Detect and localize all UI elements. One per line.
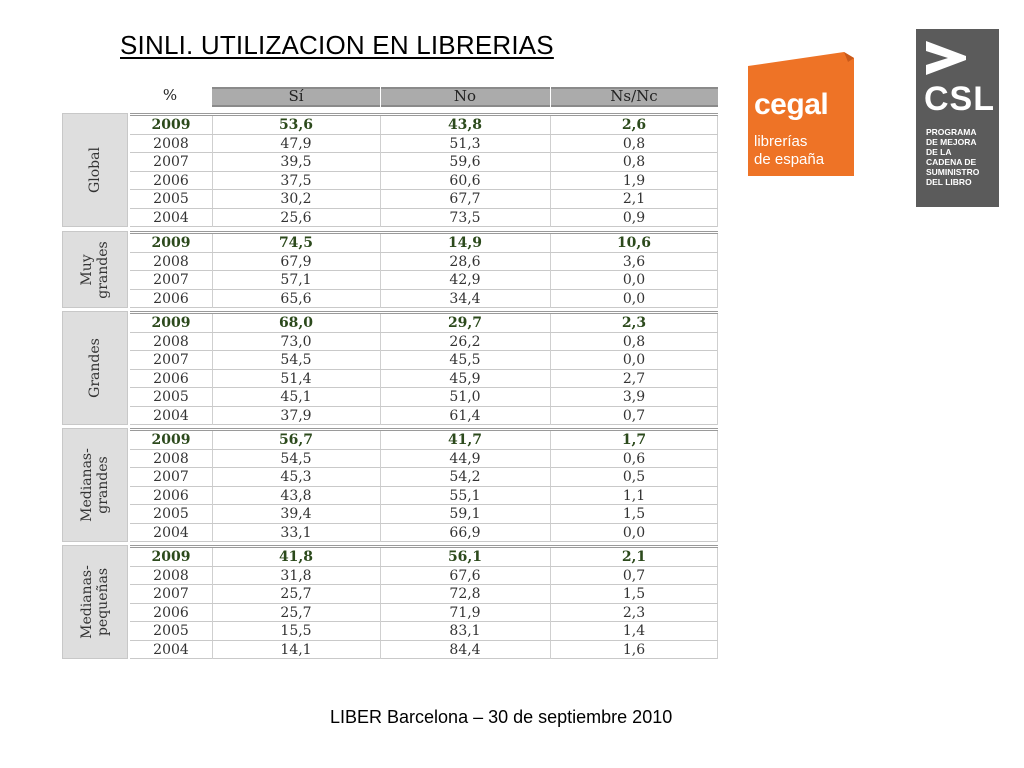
si-cell: 43,8	[280, 487, 312, 504]
nsnc-cell: 0,0	[622, 524, 646, 541]
no-cell: 60,6	[449, 172, 481, 189]
no-cell: 72,8	[449, 586, 481, 602]
cell-divider	[550, 290, 551, 308]
no-cell: 59,1	[449, 506, 481, 522]
group-label: Medianas- grandes	[79, 448, 111, 522]
cell-divider	[380, 604, 381, 622]
cell-divider	[717, 468, 718, 486]
year-cell: 2004	[153, 209, 189, 226]
table-group	[62, 113, 718, 227]
group-rows	[130, 231, 718, 308]
table-row	[130, 487, 718, 506]
cell-divider	[717, 351, 718, 369]
cell-divider	[550, 333, 551, 351]
year-cell: 2004	[153, 641, 189, 658]
cegal-logo-word: cegal	[754, 88, 829, 121]
no-cell: 51,3	[449, 135, 481, 152]
no-cell: 71,9	[449, 604, 481, 621]
si-cell: 37,5	[280, 172, 312, 189]
year-cell: 2005	[153, 191, 189, 207]
group-rows	[130, 311, 718, 425]
group-label-cell	[62, 545, 128, 659]
table-row	[130, 622, 718, 641]
year-cell: 2009	[151, 432, 191, 448]
cell-divider	[717, 370, 718, 388]
table-row	[130, 290, 718, 309]
no-cell: 84,4	[449, 641, 481, 658]
si-cell: 37,9	[280, 407, 312, 424]
group-rows	[130, 545, 718, 659]
cell-divider	[212, 172, 213, 190]
table-group	[62, 231, 718, 308]
group-label-cell	[62, 311, 128, 425]
year-cell: 2006	[153, 487, 189, 504]
table-group	[62, 428, 718, 542]
year-cell: 2006	[153, 290, 189, 307]
cell-divider	[550, 271, 551, 289]
cell-divider	[717, 505, 718, 523]
cell-divider	[717, 314, 718, 332]
cell-divider	[717, 567, 718, 585]
cell-divider	[550, 407, 551, 425]
cell-divider	[212, 585, 213, 603]
cell-divider	[380, 209, 381, 227]
cell-divider	[380, 388, 381, 406]
cell-divider	[550, 209, 551, 227]
cell-divider	[380, 431, 381, 449]
csl-logo-word: CSL	[924, 80, 995, 118]
no-cell: 59,6	[449, 154, 481, 170]
cegal-logo-line1: librerías	[754, 133, 808, 150]
cell-divider	[380, 622, 381, 640]
si-cell: 45,3	[280, 469, 312, 485]
table-row	[130, 468, 718, 487]
cell-divider	[550, 505, 551, 523]
no-cell: 45,9	[449, 370, 481, 387]
nsnc-cell: 2,3	[622, 604, 646, 621]
si-cell: 56,7	[278, 432, 314, 448]
si-cell: 25,6	[280, 209, 312, 226]
cell-divider	[717, 253, 718, 271]
year-cell: 2005	[153, 389, 189, 405]
chevron-right-icon	[926, 39, 966, 77]
cell-divider	[380, 253, 381, 271]
cell-divider	[212, 333, 213, 351]
nsnc-cell: 1,6	[622, 641, 646, 658]
cell-divider	[212, 271, 213, 289]
cell-divider	[550, 431, 551, 449]
cell-divider	[550, 314, 551, 332]
cell-divider	[380, 407, 381, 425]
cell-divider	[550, 388, 551, 406]
cell-divider	[550, 487, 551, 505]
no-cell: 43,8	[447, 117, 483, 133]
cell-divider	[212, 548, 213, 566]
cell-divider	[380, 505, 381, 523]
cell-divider	[380, 351, 381, 369]
cell-divider	[550, 153, 551, 171]
cell-divider	[380, 468, 381, 486]
year-cell: 2007	[153, 586, 189, 602]
cell-divider	[212, 468, 213, 486]
cell-divider	[212, 567, 213, 585]
nsnc-cell: 2,1	[621, 549, 647, 565]
cell-divider	[380, 487, 381, 505]
cell-divider	[212, 622, 213, 640]
csl-line: SUMINISTRO	[926, 167, 980, 177]
column-header-no: No	[453, 87, 477, 105]
cegal-logo	[748, 52, 854, 176]
cell-divider	[550, 172, 551, 190]
table-row	[130, 116, 718, 135]
cell-divider	[212, 388, 213, 406]
table-row	[130, 370, 718, 389]
cell-divider	[380, 172, 381, 190]
table-row	[130, 253, 718, 272]
cell-divider	[380, 234, 381, 252]
nsnc-cell: 0,7	[622, 567, 646, 584]
no-cell: 61,4	[449, 407, 481, 424]
cell-divider	[212, 641, 213, 659]
cell-divider	[550, 468, 551, 486]
cell-divider	[380, 548, 381, 566]
no-cell: 26,2	[449, 333, 481, 350]
si-cell: 39,4	[280, 506, 312, 522]
cell-divider	[380, 190, 381, 208]
no-cell: 56,1	[447, 549, 483, 565]
cell-divider	[717, 585, 718, 603]
no-cell: 45,5	[449, 352, 481, 368]
cell-divider	[717, 524, 718, 542]
si-cell: 57,1	[280, 272, 312, 288]
year-cell: 2007	[153, 469, 189, 485]
cell-divider	[717, 604, 718, 622]
cell-divider	[380, 585, 381, 603]
cell-divider	[717, 153, 718, 171]
group-rows	[130, 428, 718, 542]
cell-divider	[717, 407, 718, 425]
nsnc-cell: 0,0	[622, 290, 646, 307]
nsnc-cell: 0,6	[622, 450, 646, 467]
si-cell: 41,8	[278, 549, 314, 565]
cell-divider	[212, 209, 213, 227]
table-row	[130, 585, 718, 604]
cell-divider	[550, 548, 551, 566]
cell-divider	[717, 622, 718, 640]
cell-divider	[717, 431, 718, 449]
cell-divider	[380, 524, 381, 542]
nsnc-cell: 2,6	[621, 117, 647, 133]
year-cell: 2009	[151, 315, 191, 331]
no-cell: 54,2	[449, 469, 481, 485]
no-cell: 14,9	[447, 235, 483, 251]
csl-line: DE LA	[926, 147, 952, 157]
column-header-nsnc: Ns/Nc	[610, 87, 658, 105]
csl-logo	[916, 29, 999, 207]
table-row	[130, 431, 718, 450]
cell-divider	[717, 487, 718, 505]
nsnc-cell: 3,9	[622, 389, 646, 405]
table-row	[130, 641, 718, 660]
cell-divider	[550, 524, 551, 542]
cell-divider	[212, 116, 213, 134]
group-label: Medianas- pequeñas	[79, 565, 111, 639]
si-cell: 45,1	[280, 389, 312, 405]
table-row	[130, 604, 718, 623]
cell-divider	[550, 585, 551, 603]
csl-line: DEL LIBRO	[926, 177, 972, 187]
group-label: Muy grandes	[79, 240, 111, 299]
cell-divider	[550, 604, 551, 622]
cell-divider	[717, 641, 718, 659]
nsnc-cell: 0,9	[622, 209, 646, 226]
cell-divider	[212, 253, 213, 271]
nsnc-cell: 1,5	[622, 506, 646, 522]
table-row	[130, 153, 718, 172]
table-row	[130, 388, 718, 407]
cell-divider	[550, 253, 551, 271]
year-cell: 2004	[153, 407, 189, 424]
si-cell: 15,5	[280, 623, 312, 639]
year-cell: 2008	[153, 450, 189, 467]
cell-divider	[380, 370, 381, 388]
csl-logo-subtitle	[926, 127, 996, 187]
cell-divider	[212, 234, 213, 252]
si-cell: 54,5	[280, 352, 312, 368]
group-rows	[130, 113, 718, 227]
cell-divider	[717, 290, 718, 308]
nsnc-cell: 0,0	[622, 352, 646, 368]
table-row	[130, 172, 718, 191]
nsnc-cell: 0,8	[622, 135, 646, 152]
cell-divider	[550, 135, 551, 153]
no-cell: 67,7	[449, 191, 481, 207]
table-row	[130, 333, 718, 352]
no-cell: 42,9	[449, 272, 481, 288]
cell-divider	[550, 450, 551, 468]
nsnc-cell: 2,1	[622, 191, 646, 207]
cell-divider	[550, 641, 551, 659]
cell-divider	[212, 290, 213, 308]
no-cell: 73,5	[449, 209, 481, 226]
cell-divider	[380, 290, 381, 308]
table-row	[130, 135, 718, 154]
cell-divider	[717, 135, 718, 153]
table-row	[130, 407, 718, 426]
cell-divider	[550, 567, 551, 585]
si-cell: 65,6	[280, 290, 312, 307]
cell-divider	[550, 116, 551, 134]
nsnc-cell: 0,0	[622, 272, 646, 288]
table-row	[130, 524, 718, 543]
no-cell: 34,4	[449, 290, 481, 307]
year-cell: 2008	[153, 135, 189, 152]
footer-text: LIBER Barcelona – 30 de septiembre 2010	[330, 707, 673, 727]
year-cell: 2009	[151, 235, 191, 251]
si-cell: 47,9	[280, 135, 312, 152]
cell-divider	[212, 370, 213, 388]
nsnc-cell: 1,1	[622, 487, 646, 504]
table-row	[130, 234, 718, 253]
year-cell: 2004	[153, 524, 189, 541]
si-cell: 54,5	[280, 450, 312, 467]
no-cell: 28,6	[449, 253, 481, 270]
year-cell: 2006	[153, 172, 189, 189]
cell-divider	[717, 172, 718, 190]
si-cell: 53,6	[278, 117, 314, 133]
si-cell: 73,0	[280, 333, 312, 350]
group-label-cell	[62, 428, 128, 542]
cell-divider	[550, 351, 551, 369]
si-cell: 25,7	[280, 604, 312, 621]
table-row	[130, 271, 718, 290]
cell-divider	[212, 431, 213, 449]
year-cell: 2006	[153, 370, 189, 387]
cell-divider	[380, 314, 381, 332]
table-group	[62, 311, 718, 425]
year-cell: 2007	[153, 352, 189, 368]
cell-divider	[717, 333, 718, 351]
cell-divider	[550, 190, 551, 208]
table-row	[130, 190, 718, 209]
cell-divider	[380, 135, 381, 153]
cell-divider	[212, 604, 213, 622]
nsnc-cell: 1,7	[621, 432, 647, 448]
year-cell: 2009	[151, 549, 191, 565]
cell-divider	[717, 116, 718, 134]
cell-divider	[212, 450, 213, 468]
cell-divider	[380, 333, 381, 351]
cell-divider	[717, 209, 718, 227]
unit-label: %	[162, 86, 178, 104]
si-cell: 68,0	[278, 315, 314, 331]
cell-divider	[212, 407, 213, 425]
group-label: Grandes	[87, 338, 103, 398]
cell-divider	[717, 234, 718, 252]
nsnc-cell: 1,5	[622, 586, 646, 602]
table-group	[62, 545, 718, 659]
year-cell: 2008	[153, 253, 189, 270]
year-cell: 2006	[153, 604, 189, 621]
no-cell: 66,9	[449, 524, 481, 541]
cell-divider	[717, 388, 718, 406]
table-row	[130, 505, 718, 524]
cell-divider	[212, 351, 213, 369]
no-cell: 29,7	[447, 315, 483, 331]
cell-divider	[717, 450, 718, 468]
nsnc-cell: 0,7	[622, 407, 646, 424]
si-cell: 67,9	[280, 253, 312, 270]
nsnc-cell: 1,9	[622, 172, 646, 189]
cell-divider	[212, 505, 213, 523]
nsnc-cell: 1,4	[622, 623, 646, 639]
column-header-si: Sí	[288, 87, 304, 105]
cell-divider	[212, 153, 213, 171]
cell-divider	[212, 190, 213, 208]
table-row	[130, 450, 718, 469]
no-cell: 44,9	[449, 450, 481, 467]
cegal-logo-line2: de españa	[754, 151, 825, 168]
cell-divider	[380, 271, 381, 289]
cell-divider	[717, 271, 718, 289]
no-cell: 83,1	[449, 623, 481, 639]
si-cell: 39,5	[280, 154, 312, 170]
year-cell: 2008	[153, 333, 189, 350]
year-cell: 2007	[153, 154, 189, 170]
year-cell: 2005	[153, 623, 189, 639]
cell-divider	[550, 234, 551, 252]
si-cell: 25,7	[280, 586, 312, 602]
nsnc-cell: 0,8	[622, 333, 646, 350]
nsnc-cell: 2,3	[621, 315, 647, 331]
group-label: Global	[87, 147, 103, 193]
si-cell: 33,1	[280, 524, 312, 541]
table-row	[130, 314, 718, 333]
cell-divider	[550, 370, 551, 388]
si-cell: 74,5	[278, 235, 314, 251]
nsnc-cell: 2,7	[622, 370, 646, 387]
group-label-cell	[62, 113, 128, 227]
nsnc-cell: 0,5	[622, 469, 646, 485]
cell-divider	[717, 548, 718, 566]
page-title: SINLI. UTILIZACION EN LIBRERIAS	[120, 30, 554, 60]
cell-divider	[717, 190, 718, 208]
year-cell: 2005	[153, 506, 189, 522]
group-label-cell	[62, 231, 128, 308]
cell-divider	[212, 314, 213, 332]
cell-divider	[380, 153, 381, 171]
si-cell: 51,4	[280, 370, 312, 387]
nsnc-cell: 3,6	[622, 253, 646, 270]
cell-divider	[212, 135, 213, 153]
table-header	[62, 84, 718, 108]
csl-line: PROGRAMA	[926, 127, 977, 137]
si-cell: 30,2	[280, 191, 312, 207]
no-cell: 67,6	[449, 567, 481, 584]
si-cell: 14,1	[280, 641, 312, 658]
cell-divider	[380, 116, 381, 134]
cell-divider	[212, 487, 213, 505]
cell-divider	[380, 567, 381, 585]
year-cell: 2009	[151, 117, 191, 133]
si-cell: 31,8	[280, 567, 312, 584]
csl-line: DE MEJORA	[926, 137, 977, 147]
cell-divider	[380, 641, 381, 659]
cell-divider	[380, 450, 381, 468]
cell-divider	[212, 524, 213, 542]
table-row	[130, 209, 718, 228]
nsnc-cell: 10,6	[616, 235, 652, 251]
csl-line: CADENA DE	[926, 157, 977, 167]
no-cell: 51,0	[449, 389, 481, 405]
table-row	[130, 567, 718, 586]
year-cell: 2007	[153, 272, 189, 288]
cell-divider	[550, 622, 551, 640]
table-row	[130, 351, 718, 370]
table-row	[130, 548, 718, 567]
no-cell: 55,1	[449, 487, 481, 504]
no-cell: 41,7	[447, 432, 483, 448]
year-cell: 2008	[153, 567, 189, 584]
nsnc-cell: 0,8	[622, 154, 646, 170]
